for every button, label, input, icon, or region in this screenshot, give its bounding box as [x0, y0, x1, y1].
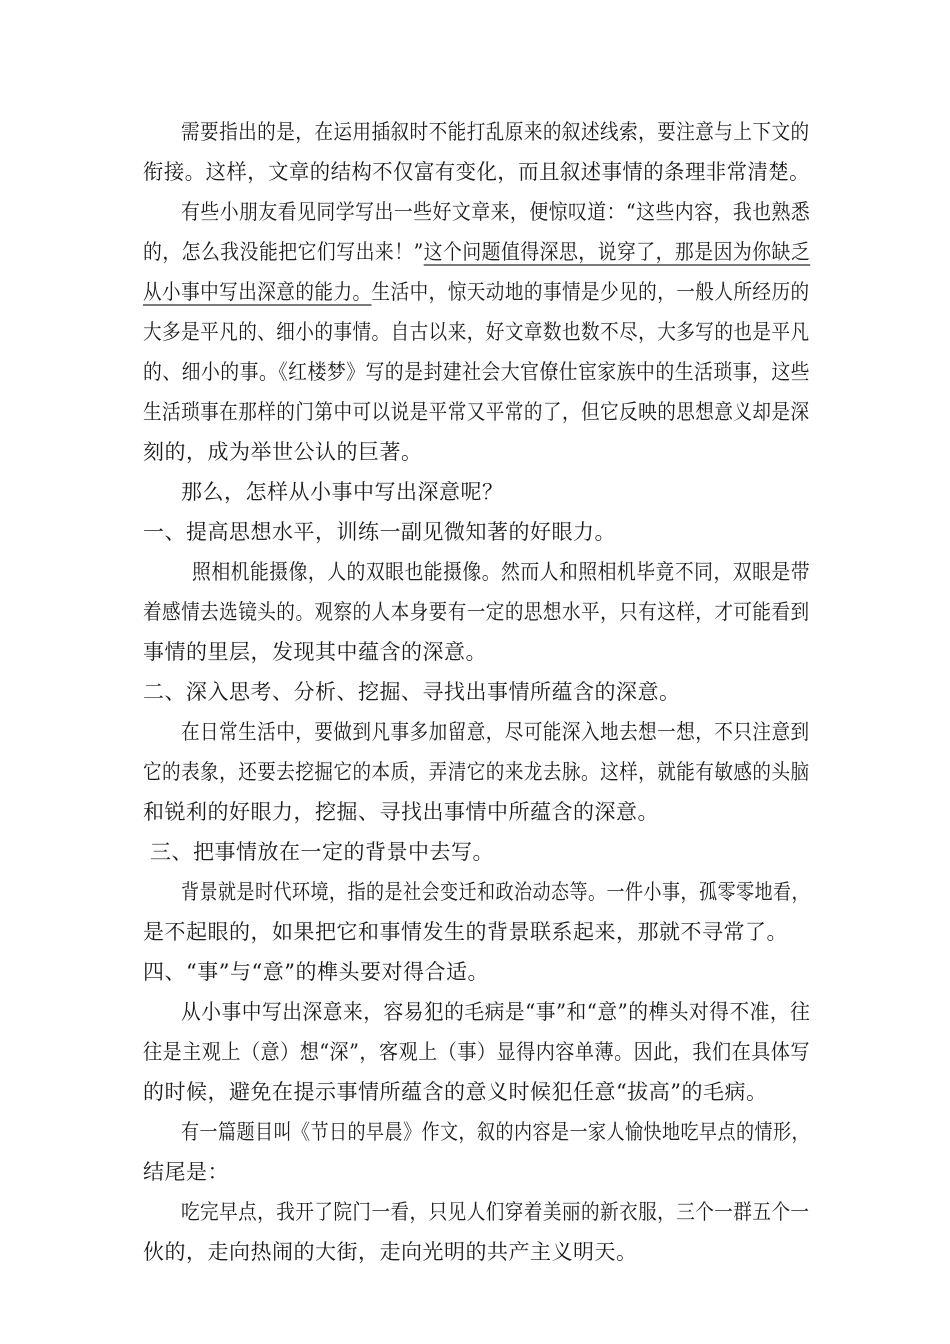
paragraph-line: 吃完早点，我开了院门一看，只见人们穿着美丽的新衣服，三个一群五个一 — [181, 1200, 810, 1224]
paragraph-line: 衔接。这样，文章的结构不仅富有变化，而且叙述事情的条理非常清楚。 — [143, 160, 811, 184]
plain-text: 的，怎么我没能把它们写出来！” — [143, 240, 424, 264]
paragraph-line: 有一篇题目叫《节日的早晨》作文，叙的内容是一家人愉快地吃早点的情形， — [181, 1120, 811, 1144]
paragraph-line: 的时候，避免在提示事情所蕴含的意义时候犯任意“拔高”的毛病。 — [143, 1080, 768, 1104]
paragraph-line — [143, 238, 810, 266]
paragraph-line: 结尾是： — [143, 1160, 229, 1184]
section-heading: 四、“事”与“意”的榫头要对得合适。 — [143, 960, 489, 984]
paragraph-line: 那么，怎样从小事中写出深意呢？ — [181, 480, 504, 504]
paragraph-line: 大多是平凡的、细小的事情。自古以来，好文章数也数不尽，大多写的也是平凡 — [143, 320, 810, 344]
paragraph-line: 和锐利的好眼力，挖掘、寻找出事情中所蕴含的深意。 — [143, 800, 659, 824]
paragraph-line: 在日常生活中，要做到凡事多加留意，尽可能深入地去想一想，不只注意到 — [181, 720, 810, 744]
paragraph-line: 是不起眼的，如果把它和事情发生的背景联系起来，那就不寻常了。 — [143, 920, 788, 944]
paragraph-line: 生活琐事在那样的门第中可以说是平常又平常的了，但它反映的思想意义却是深 — [143, 400, 810, 424]
paragraph-line: 它的表象，还要去挖掘它的本质，弄清它的来龙去脉。这样，就能有敏感的头脑 — [143, 760, 810, 784]
paragraph-line: 从小事中写出深意来，容易犯的毛病是“事”和“意”的榫头对得不准，往 — [181, 1000, 811, 1024]
paragraph-line: 伙的，走向热闹的大街，走向光明的共产主义明天。 — [143, 1240, 638, 1264]
paragraph-line: 事情的里层，发现其中蕴含的深意。 — [143, 640, 487, 664]
paragraph-line: 照相机能摄像，人的双眼也能摄像。然而人和照相机毕竟不同，双眼是带 — [192, 560, 811, 584]
section-heading: 一、提高思想水平，训练一副见微知著的好眼力。 — [143, 520, 616, 544]
paragraph-line: 背景就是时代环境，指的是社会变迁和政治动态等。一件小事，孤零零地看， — [181, 880, 811, 904]
paragraph-line — [143, 278, 810, 306]
paragraph-line: 刻的，成为举世公认的巨著。 — [143, 440, 423, 464]
paragraph-line: 需要指出的是，在运用插叙时不能打乱原来的叙述线索，要注意与上下文的 — [181, 120, 810, 144]
section-heading: 三、把事情放在一定的背景中去写。 — [150, 840, 494, 864]
paragraph-line: 的、细小的事。《红楼梦》写的是封建社会大官僚仕宦家族中的生活琐事，这些 — [143, 360, 810, 384]
paragraph-line: 往是主观上（意）想“深”，客观上（事）显得内容单薄。因此，我们在具体写 — [143, 1040, 810, 1064]
underlined-text: 从小事中写出深意的能力。 — [143, 280, 372, 304]
underlined-text: 这个问题值得深思，说穿了，那是因为你缺乏 — [423, 240, 811, 264]
paragraph-line: 有些小朋友看见同学写出一些好文章来，便惊叹道：“这些内容，我也熟悉 — [181, 200, 811, 224]
paragraph-line: 着感情去选镜头的。观察的人本身要有一定的思想水平，只有这样，才可能看到 — [143, 600, 810, 624]
section-heading: 二、深入思考、分析、挖掘、寻找出事情所蕴含的深意。 — [143, 680, 681, 704]
plain-text: 生活中，惊天动地的事情是少见的，一般人所经历的 — [371, 280, 810, 304]
